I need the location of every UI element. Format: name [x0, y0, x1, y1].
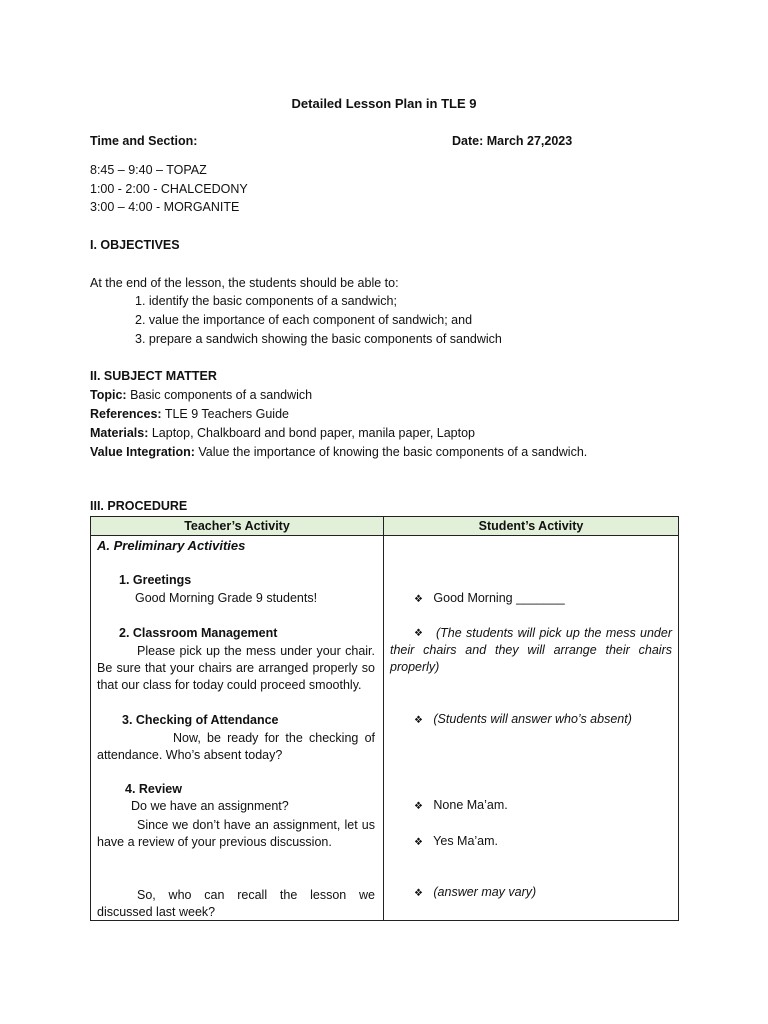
diamond-bullet-icon: ❖ [414, 837, 423, 848]
topic-line [90, 388, 312, 402]
references-line [90, 407, 289, 421]
review-text-3: So, who can recall the lesson we discussed last week? [97, 888, 375, 919]
attendance-heading: 3. Checking of Attendance [122, 713, 279, 727]
student-yes-item [414, 834, 498, 848]
attendance-text: Now, be ready for the checking of attendance. Who’s absent today? [97, 731, 375, 762]
procedure-heading: III. PROCEDURE [90, 499, 188, 513]
diamond-bullet-icon: ❖ [414, 801, 423, 812]
procedure-table [90, 516, 679, 921]
topic-value: Basic components of a sandwich [130, 388, 313, 402]
objective-item-3: 3. prepare a sandwich showing the basic components of sandwich [135, 332, 502, 346]
references-label: References: [90, 407, 162, 421]
objectives-heading: I. OBJECTIVES [90, 238, 180, 252]
value-integration-value: Value the importance of knowing the basic components of a sandwich. [198, 445, 588, 459]
objectives-intro: At the end of the lesson, the students should be able to: [90, 276, 399, 290]
preliminary-activities-heading: A. Preliminary Activities [97, 538, 246, 553]
schedule-line-3: 3:00 – 4:00 - MORGANITE [90, 200, 240, 214]
student-classroom-text: (The students will pick up the mess under their chairs and they will arrange their chairs properly) [390, 626, 672, 674]
student-yes-text: Yes Ma’am. [433, 834, 499, 848]
student-none-item [414, 798, 508, 812]
review-heading: 4. Review [125, 782, 182, 796]
schedule-line-1: 8:45 – 9:40 – TOPAZ [90, 163, 207, 177]
student-activity-header: Student’s Activity [384, 517, 679, 536]
greetings-text: Good Morning Grade 9 students! [135, 591, 318, 605]
value-integration-line [90, 445, 587, 459]
schedule-line-2: 1:00 - 2:00 - CHALCEDONY [90, 182, 248, 196]
topic-label: Topic: [90, 388, 127, 402]
materials-line [90, 426, 475, 440]
teacher-activity-header: Teacher’s Activity [91, 517, 384, 536]
teacher-activity-cell [91, 536, 384, 921]
materials-label: Materials: [90, 426, 149, 440]
diamond-bullet-icon: ❖ [414, 628, 423, 639]
materials-value: Laptop, Chalkboard and bond paper, manila paper, Laptop [151, 426, 476, 440]
diamond-bullet-icon: ❖ [414, 715, 423, 726]
student-answer-item [414, 885, 536, 899]
review-text-2: Since we don’t have an assignment, let us have a review of your previous discussion. [97, 818, 375, 849]
date-label: Date: March 27,2023 [452, 134, 573, 148]
student-answer-text: (answer may vary) [433, 885, 537, 899]
value-integration-label: Value Integration: [90, 445, 195, 459]
objective-item-2: 2. value the importance of each component of sandwich; and [135, 313, 473, 327]
student-attendance-text: (Students will answer who’s absent) [433, 712, 632, 726]
diamond-bullet-icon: ❖ [414, 888, 423, 899]
time-section-label: Time and Section: [90, 134, 198, 148]
subject-matter-heading: II. SUBJECT MATTER [90, 369, 217, 383]
student-greeting-item [414, 591, 565, 605]
review-text-1: Do we have an assignment? [131, 799, 289, 813]
classroom-management-text: Please pick up the mess under your chair. Be sure that your chairs are arranged properly so that our class for today could proceed smoothly. [97, 644, 375, 692]
student-greeting-text: Good Morning _______ [433, 591, 565, 605]
classroom-management-heading: 2. Classroom Management [119, 626, 278, 640]
objective-item-1: 1. identify the basic components of a sandwich; [135, 294, 397, 308]
diamond-bullet-icon: ❖ [414, 594, 423, 605]
student-attendance-item [414, 712, 632, 726]
references-value: TLE 9 Teachers Guide [164, 407, 289, 421]
student-activity-cell [384, 536, 679, 921]
greetings-heading: 1. Greetings [119, 573, 192, 587]
document-title: Detailed Lesson Plan in TLE 9 [291, 96, 477, 111]
student-none-text: None Ma’am. [433, 798, 508, 812]
